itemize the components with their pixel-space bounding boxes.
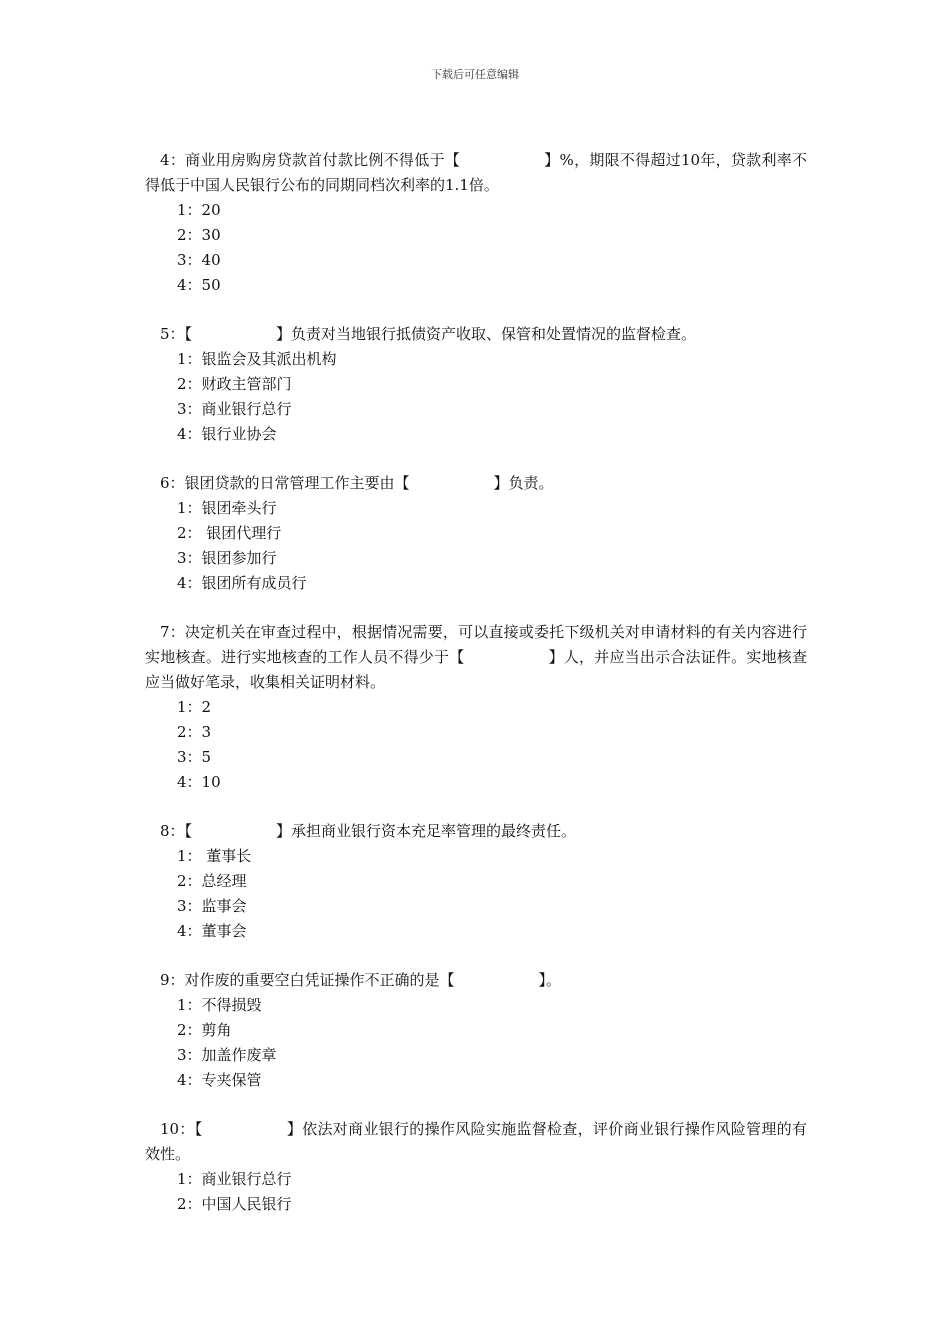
question-9: [145, 968, 807, 1093]
question-list: [145, 148, 807, 1241]
option-2: 2： 银团代理行: [177, 524, 282, 542]
option-4: 4：银行业协会: [177, 425, 277, 443]
option-4: 4：专夹保管: [177, 1071, 262, 1089]
stem-text-after: 】人，并应当出示合法证件。实地核查应当做好笔录，收集相关证明材料。: [145, 648, 807, 691]
option-3: 3：加盖作废章: [177, 1046, 277, 1064]
option-2: 2：30: [177, 226, 221, 244]
stem-text-after: 】%，期限不得超过10年，贷款利率不得低于中国人民银行公布的同期同档次利率的1.1倍。: [145, 151, 808, 194]
stem-text-after: 】负责。: [493, 474, 554, 492]
stem-text-before: 5：【: [160, 325, 193, 343]
option-4: 4：董事会: [177, 922, 247, 940]
option-2: 2：3: [177, 723, 212, 741]
option-3: 3：监事会: [177, 897, 247, 915]
option-4: 4：10: [177, 773, 221, 791]
option-4: 4：银团所有成员行: [177, 574, 307, 592]
question-4: [145, 148, 807, 298]
option-3: 3：40: [177, 251, 221, 269]
option-1: 1： 董事长: [177, 847, 252, 865]
stem-text-before: 8：【: [160, 822, 193, 840]
option-1: 1：20: [177, 201, 221, 219]
stem-text-after: 】承担商业银行资本充足率管理的最终责任。: [276, 822, 577, 840]
option-2: 2：中国人民银行: [177, 1195, 292, 1213]
stem-text-before: 10：【: [160, 1120, 203, 1138]
question-stem: [145, 471, 807, 496]
option-1: 1：商业银行总行: [177, 1170, 292, 1188]
page-header: 下载后可任意编辑: [431, 68, 519, 81]
stem-text-after: 】。: [538, 971, 562, 989]
question-stem: [145, 620, 807, 695]
question-stem: [145, 819, 807, 844]
stem-text-after: 】负责对当地银行抵债资产收取、保管和处置情况的监督检查。: [276, 325, 697, 343]
option-1: 1：2: [177, 698, 212, 716]
question-5: [145, 322, 807, 447]
question-10: [145, 1117, 807, 1217]
stem-text-before: 4：商业用房购房贷款首付款比例不得低于【: [160, 151, 461, 169]
option-3: 3：商业银行总行: [177, 400, 292, 418]
option-1: 1：银团牵头行: [177, 499, 277, 517]
question-8: [145, 819, 807, 944]
stem-text-before: 9：对作废的重要空白凭证操作不正确的是【: [160, 971, 455, 989]
option-1: 1：不得损毁: [177, 996, 262, 1014]
option-2: 2：财政主管部门: [177, 375, 292, 393]
stem-text-before: 7：决定机关在审查过程中，根据情况需要，可以直接或委托下级机关对申请材料的有关内容进行实地核查。进行实地核查的工作人员不得少于【: [145, 623, 807, 666]
stem-text-after: 】依法对商业银行的操作风险实施监督检查，评价商业银行操作风险管理的有效性。: [145, 1120, 807, 1163]
question-6: [145, 471, 807, 596]
option-2: 2：剪角: [177, 1021, 232, 1039]
question-stem: [145, 148, 807, 198]
option-4: 4：50: [177, 276, 221, 294]
question-stem: [145, 968, 807, 993]
stem-text-before: 6：银团贷款的日常管理工作主要由【: [160, 474, 410, 492]
option-2: 2：总经理: [177, 872, 247, 890]
question-7: [145, 620, 807, 795]
option-1: 1：银监会及其派出机构: [177, 350, 337, 368]
option-3: 3：银团参加行: [177, 549, 277, 567]
option-3: 3：5: [177, 748, 212, 766]
question-stem: [145, 1117, 807, 1167]
question-stem: [145, 322, 807, 347]
